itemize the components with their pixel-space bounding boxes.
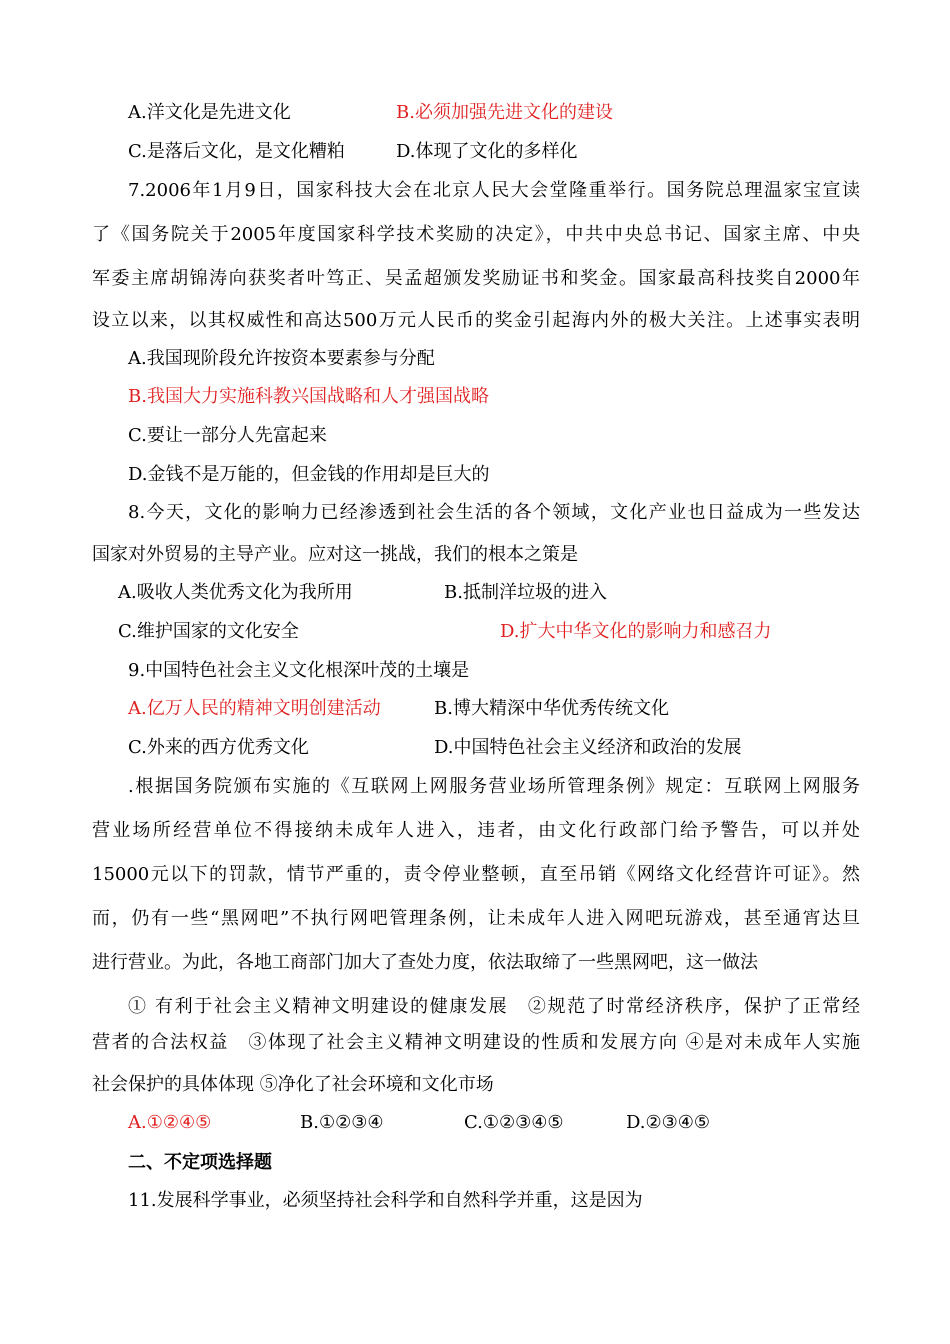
q7-stem-line: 设立以来，以其权威性和高达500万元人民币的奖金引起海内外的极大关注。上述事实表明 xyxy=(92,310,860,331)
q9-option-d: D.中国特色社会主义经济和政治的发展 xyxy=(434,737,742,758)
q8-option-a: A.吸收人类优秀文化为我所用 xyxy=(118,582,353,603)
section-heading: 二、不定项选择题 xyxy=(128,1152,272,1173)
q7-stem-line: 了《国务院关于2005年度国家科学技术奖励的决定》，中共中央总书记、国家主席、中央 xyxy=(92,224,860,245)
q8-option-c: C.维护国家的文化安全 xyxy=(118,621,299,642)
q10-stem-line: 15000元以下的罚款，情节严重的，责令停业整顿，直至吊销《网络文化经营许可证》。然 xyxy=(92,864,860,885)
q10-statement-line: 营者的合法权益 ③体现了社会主义精神文明建设的性质和发展方向 ④是对未成年人实施 xyxy=(92,1032,860,1053)
q7-option-a: A.我国现阶段允许按资本要素参与分配 xyxy=(128,348,435,369)
q7-option-d: D.金钱不是万能的，但金钱的作用却是巨大的 xyxy=(128,464,490,485)
q7-option-b-answer: B.我国大力实施科教兴国战略和人才强国战略 xyxy=(128,386,489,407)
q10-statement-line: 社会保护的具体体现 ⑤净化了社会环境和文化市场 xyxy=(92,1074,494,1095)
q8-stem-line: 8.今天，文化的影响力已经渗透到社会生活的各个领域，文化产业也日益成为一些发达 xyxy=(128,502,860,523)
q8-option-d-answer: D.扩大中华文化的影响力和感召力 xyxy=(500,621,772,642)
q10-option-b: B.①②③④ xyxy=(300,1112,384,1133)
q9-option-a-answer: A.亿万人民的精神文明创建活动 xyxy=(128,698,381,719)
q6-option-d: D.体现了文化的多样化 xyxy=(396,141,578,162)
q7-stem-line: 军委主席胡锦涛向获奖者叶笃正、吴孟超颁发奖励证书和奖金。国家最高科技奖自2000年 xyxy=(92,268,860,289)
q10-stem-line: .根据国务院颁布实施的《互联网上网服务营业场所管理条例》规定：互联网上网服务 xyxy=(128,776,860,797)
q11-stem: 11.发展科学事业，必须坚持社会科学和自然科学并重，这是因为 xyxy=(128,1190,643,1211)
q10-stem-line: 进行营业。为此，各地工商部门加大了查处力度，依法取缔了一些黑网吧，这一做法 xyxy=(92,952,758,973)
q6-option-c: C.是落后文化，是文化糟粕 xyxy=(128,141,345,162)
q10-stem-line: 而，仍有一些“黑网吧”不执行网吧管理条例，让未成年人进入网吧玩游戏，甚至通宵达旦 xyxy=(92,908,860,929)
q9-option-b: B.博大精深中华优秀传统文化 xyxy=(434,698,669,719)
q10-option-c: C.①②③④⑤ xyxy=(464,1112,564,1133)
q8-stem-line: 国家对外贸易的主导产业。应对这一挑战，我们的根本之策是 xyxy=(92,544,578,565)
q7-option-c: C.要让一部分人先富起来 xyxy=(128,425,327,446)
q7-stem-line: 7.2006年1月9日，国家科技大会在北京人民大会堂隆重举行。国务院总理温家宝宣读 xyxy=(128,180,860,201)
q10-option-d: D.②③④⑤ xyxy=(626,1112,711,1133)
q6-option-a: A.洋文化是先进文化 xyxy=(128,102,291,123)
q10-stem-line: 营业场所经营单位不得接纳未成年人进入，违者，由文化行政部门给予警告，可以并处 xyxy=(92,820,860,841)
q9-option-c: C.外来的西方优秀文化 xyxy=(128,737,309,758)
q6-option-b-answer: B.必须加强先进文化的建设 xyxy=(396,102,613,123)
q8-option-b: B.抵制洋垃圾的进入 xyxy=(444,582,607,603)
q10-statement-line: ① 有利于社会主义精神文明建设的健康发展 ②规范了时常经济秩序，保护了正常经 xyxy=(128,996,860,1017)
q9-stem: 9.中国特色社会主义文化根深叶茂的土壤是 xyxy=(128,660,470,681)
q10-option-a-answer: A.①②④⑤ xyxy=(128,1112,212,1133)
